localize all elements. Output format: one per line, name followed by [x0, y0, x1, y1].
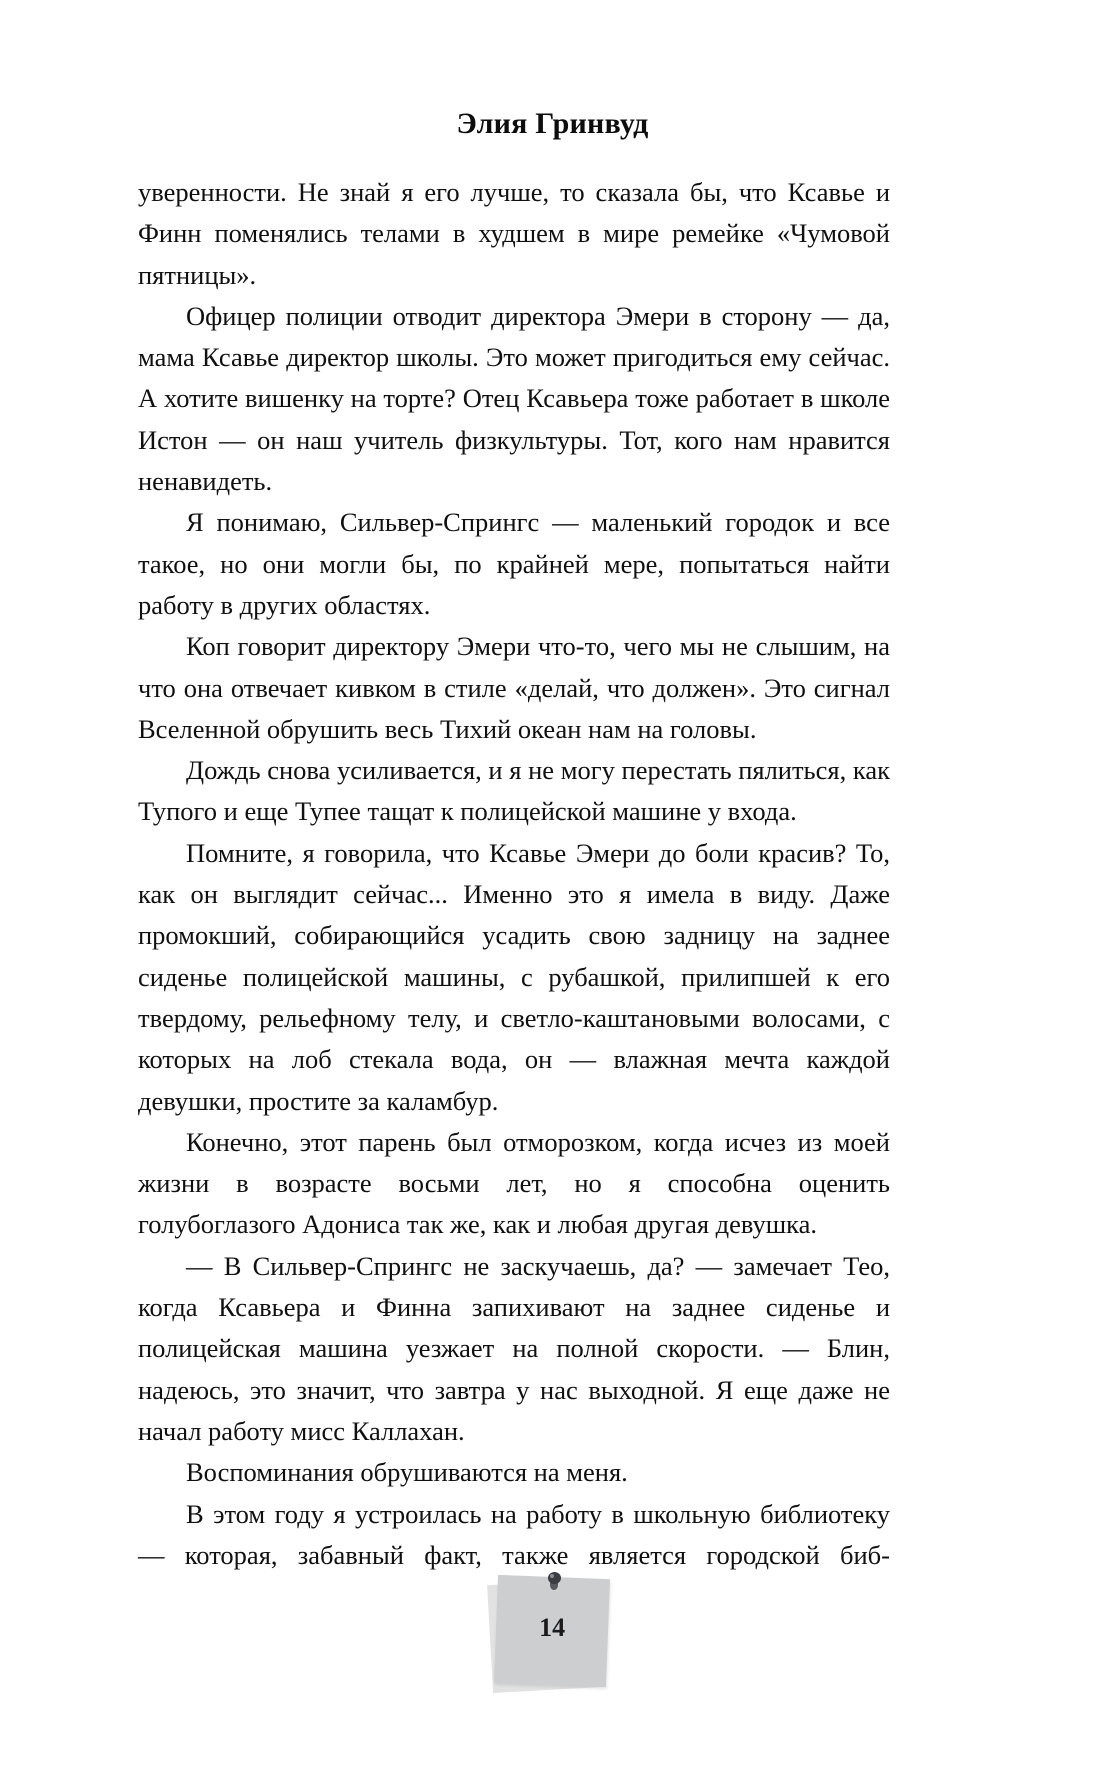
sticky-note [488, 1572, 618, 1702]
paragraph: Я понимаю, Сильвер-Спрингс — маленький городок и все такое, но они могли бы, по крайней мере, попытаться найти работу в других областях. [138, 507, 890, 620]
paragraph: Дождь снова усиливается, и я не могу перестать пялиться, как Тупого и еще Тупее тащат к полицейской машине у входа. [138, 755, 890, 827]
pushpin-highlight [550, 1574, 554, 1578]
paragraph: Конечно, этот парень был отморозком, когда исчез из моей жизни в возрасте восьми лет, но я способна оценить голубоглазого Адониса так же, как и любая другая девушка. [138, 1126, 890, 1240]
paragraph: Воспоминания обрушиваются на меня. [186, 1457, 628, 1488]
pushpin-icon [546, 1572, 564, 1592]
paragraph: Офицер полиции отводит директора Эмери в сторону — да, мама Ксавье директор школы. Это может пригодиться ему сейчас. А хотите вишенку на торте? Отец Ксавьера тоже работает в школе Истон — он наш учитель физкультуры. Тот, кого нам нравится ненавидеть. [138, 300, 890, 497]
running-head-author: Элия Гринвуд [456, 107, 649, 140]
paragraph: уверенности. Не знай я его лучше, то сказала бы, что Ксавье и Финн поменялись телами в худшем в мире ремейке «Чумовой пятницы». [138, 177, 890, 290]
paragraph: Помните, я говорила, что Ксавье Эмери до боли красив? То, как он выглядит сейчас... Именно это я имела в виду. Даже промокший, собирающийся усадить свою задницу на заднее сиденье полицейской машины, с рубашкой, прилипшей к его твердому, рельефному телу, и светло-каштановыми волосами, с которых на лоб стекала вода, он — влажная мечта каждой девушки, простите за каламбур. [138, 837, 890, 1116]
page-number-area [0, 1572, 1105, 1722]
body-text-block [138, 172, 890, 1576]
paragraph: Коп говорит директору Эмери что-то, чего мы не слышим, на что она отвечает кивком в стиле «делай, что должен». Это сигнал Вселенной обрушить весь Тихий океан нам на головы. [138, 631, 890, 744]
page-number: 14 [538, 1613, 565, 1643]
paragraph: — В Сильвер-Спрингс не заскучаешь, да? — замечает Тео, когда Ксавьера и Финна запихивают на заднее сиденье и полицейская машина уезжает на полной скорости. — Блин, надеюсь, это значит, что завтра у нас выходной. Я еще даже не начал работу мисс Каллахан. [138, 1250, 890, 1446]
paragraph: В этом году я устроилась на работу в школьную библиотеку — которая, забавный факт, также является городской биб- [138, 1498, 890, 1570]
